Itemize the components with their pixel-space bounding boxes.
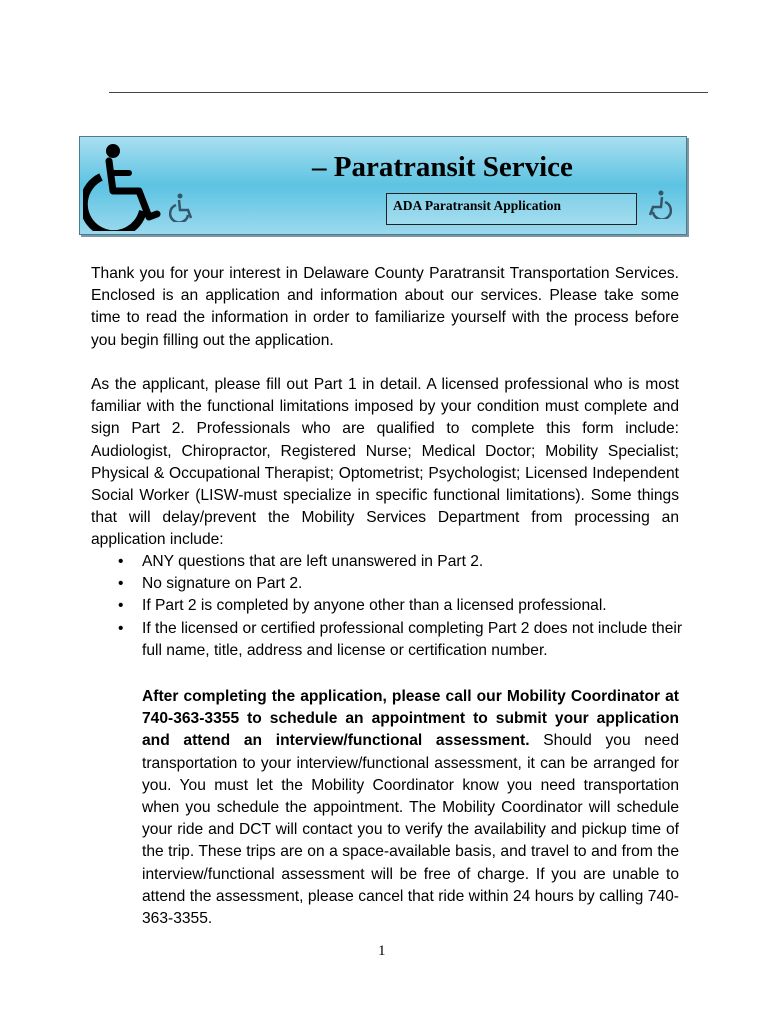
delay-reasons-list bbox=[118, 551, 688, 662]
intro-paragraph: Thank you for your interest in Delaware County Paratransit Transportation Services. Enclosed is an application and information about our services. Please take some time to read the information in order to familiarize yourself with the process before you begin filling out the application. bbox=[91, 265, 679, 349]
page-title: – Paratransit Service bbox=[312, 151, 573, 183]
wheelchair-icon bbox=[83, 141, 163, 231]
bullet-icon: • bbox=[118, 597, 124, 615]
title-banner bbox=[79, 136, 687, 235]
appointment-instructions: After completing the application, please call our Mobility Coordinator at 740-363-3355 to schedule an appointment to submit your application and attend an interview/functional assessment. bbox=[142, 688, 679, 750]
page-number: 1 bbox=[378, 943, 386, 959]
list-item: • ANY questions that are left unanswered in Part 2. bbox=[118, 551, 688, 573]
bullet-icon: • bbox=[118, 619, 124, 637]
list-item: • If Part 2 is completed by anyone other than a licensed professional. bbox=[118, 595, 688, 617]
appointment-paragraph bbox=[142, 686, 679, 930]
bullet-icon: • bbox=[118, 575, 124, 593]
wheelchair-icon bbox=[646, 189, 672, 219]
instructions-paragraph: As the applicant, please fill out Part 1 in detail. A licensed professional who is most familiar with the functional limitations imposed by your condition must complete and sign Part 2. Professionals who are qualified to complete this form include: Audiologist, Chiropractor, Registered Nurse; Medical Doctor; Mobility Specialist; Physical & Occupational Therapist; Optometrist; Psychologist; Licensed Independent Social Worker (LISW-must specialize in specific functional limitations). Some things that will delay/prevent the Mobility Services Department from processing an application include: bbox=[91, 376, 679, 549]
list-item: • If the licensed or certified professional completing Part 2 does not include their full name, title, address and license or certification number. bbox=[118, 619, 683, 659]
appointment-details: Should you need transportation to your interview/functional assessment, it can be arranged for you. You must let the Mobility Coordinator know you need transportation when you schedule the appointment. The Mobility Coordinator will schedule your ride and DCT will contact you to verify the availability and pickup time of the trip. These trips are on a space-available basis, and travel to and from the interview/functional assessment will be free of charge. If you are unable to attend the assessment, please cancel that ride within 24 hours by calling 740-363-3355. bbox=[142, 732, 679, 928]
header-rule bbox=[109, 92, 708, 93]
wheelchair-icon bbox=[169, 192, 195, 222]
subtitle: ADA Paratransit Application bbox=[393, 198, 562, 213]
list-item: • No signature on Part 2. bbox=[118, 573, 688, 595]
bullet-icon: • bbox=[118, 553, 124, 570]
subtitle-box bbox=[386, 193, 637, 225]
